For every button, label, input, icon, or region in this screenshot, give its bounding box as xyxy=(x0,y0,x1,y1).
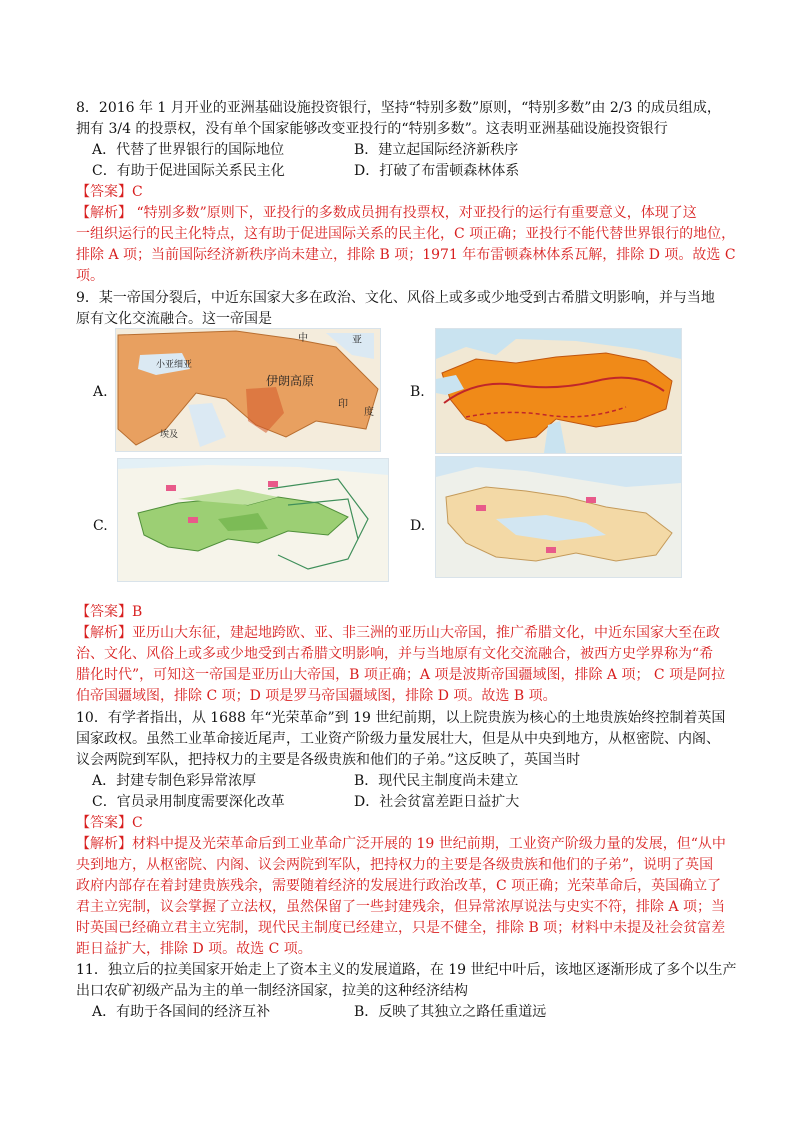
q10-stem-line1: 10．有学者指出，从 1688 年“光荣革命”到 19 世纪前期，以上院贵族为核心的土地贵族始终控制着英国 xyxy=(76,710,726,726)
q10-analysis-line4: 君主立宪制，议会掌握了立法权，虽然保留了一些封建残余，但异常浓厚说法与史实不符，排除 A 项；当 xyxy=(76,899,726,915)
map-a-text-iran: 伊朗高原 xyxy=(266,374,315,388)
map-a-text-center: 中 xyxy=(298,333,308,344)
map-d-label: D. xyxy=(410,518,426,534)
q9-answer: 【答案】B xyxy=(76,604,143,620)
q8-option-b: B．建立起国际经济新秩序 xyxy=(354,142,519,158)
q11-stem-line2: 出口农矿初级产品为主的单一制经济国家，拉美的这种经济结构 xyxy=(76,983,468,999)
q9-analysis-line4: 伯帝国疆域图，排除 C 项；D 项是罗马帝国疆域图，排除 D 项。故选 B 项。 xyxy=(76,688,557,704)
q10-analysis-line3: 政府内部存在着封建贵族残余，需要随着经济的发展进行政治改革，C 项正确；光荣革命后，英国确立了 xyxy=(76,878,722,894)
q9-analysis-line1: 【解析】亚历山大东征，建起地跨欧、亚、非三洲的亚历山大帝国，推广希腊文化，中近东国家大至在政 xyxy=(76,625,720,641)
q11-option-a: A．有助于各国间的经济互补 xyxy=(92,1004,271,1020)
q10-stem-line2: 国家政权。虽然工业革命接近尾声，工业资产阶级力量发展壮大，但是从中央到地方，从枢密院、内阁、 xyxy=(76,731,720,747)
map-a-label: A. xyxy=(93,384,108,400)
map-a-text-india1: 印 xyxy=(338,399,348,410)
q10-analysis-line5: 时英国已经确立君主立宪制，现代民主制度已经建立，只是不健全，排除 B 项；材料中未提及社会贫富差 xyxy=(76,920,726,936)
q9-stem-line1: 9．某一帝国分裂后，中近东国家大多在政治、文化、风俗上或多或少地受到古希腊文明影响，并与当地 xyxy=(76,290,715,306)
map-d-roman-empire xyxy=(435,456,682,578)
map-a-persian-empire xyxy=(115,328,381,452)
q8-analysis-line1: 【解析】 “特别多数”原则下，亚投行的多数成员拥有投票权，对亚投行的运行有重要意义，体现了这 xyxy=(76,205,697,221)
q8-stem-line1: 8．2016 年 1 月开业的亚洲基础设施投资银行，坚持“特别多数”原则，“特别多数”由 2/3 的成员组成， xyxy=(76,100,721,116)
q10-option-d: D．社会贫富差距日益扩大 xyxy=(354,794,520,810)
map-a-text-asia: 亚 xyxy=(352,335,362,346)
q10-analysis-line6: 距日益扩大，排除 D 项。故选 C 项。 xyxy=(76,941,312,957)
q9-stem-line2: 原有文化交流融合。这一帝国是 xyxy=(76,311,272,327)
q10-analysis-line2: 央到地方，从枢密院、内阁、议会两院到军队，把持权力的主要是各级贵族和他们的子弟”，说明了英国 xyxy=(76,857,714,873)
map-a-text-egypt: 埃及 xyxy=(160,429,179,439)
q10-answer: 【答案】C xyxy=(76,815,143,831)
q10-stem-line3: 议会两院到军队，把持权力的主要是各级贵族和他们的子弟。”这反映了，英国当时 xyxy=(76,752,581,768)
q8-option-c: C．有助于促进国际关系民主化 xyxy=(92,163,285,179)
q10-option-a: A．封建专制色彩异常浓厚 xyxy=(92,773,257,789)
map-c-arab-empire xyxy=(117,458,389,582)
q10-analysis-line1: 【解析】材料中提及光荣革命后到工业革命广泛开展的 19 世纪前期，工业资产阶级力量的发展，但“从中 xyxy=(76,836,726,852)
map-a-text-india2: 度 xyxy=(364,407,374,418)
q11-option-b: B．反映了其独立之路任重道远 xyxy=(354,1004,547,1020)
map-b-label: B. xyxy=(410,384,425,400)
q10-option-c: C．官员录用制度需要深化改革 xyxy=(92,794,285,810)
q8-analysis-line3: 排除 A 项；当前国际经济新秩序尚未建立，排除 B 项；1971 年布雷顿森林体系瓦解，排除 D 项。故选 C xyxy=(76,247,736,263)
q8-stem-line2: 拥有 3/4 的投票权，没有单个国家能够改变亚投行的“特别多数”。这表明亚洲基础设施投资银行 xyxy=(76,121,668,137)
map-c-label: C. xyxy=(93,518,108,534)
q8-option-a: A．代替了世界银行的国际地位 xyxy=(92,142,285,158)
q9-analysis-line3: 腊化时代”，可知这一帝国是亚历山大帝国，B 项正确；A 项是波斯帝国疆域图，排除 A 项； C 项是阿拉 xyxy=(76,667,726,683)
q9-analysis-line2: 治、文化、风俗上或多或少地受到古希腊文明影响，并与当地原有文化交流融合，被西方史学界称为“希 xyxy=(76,646,714,662)
map-a-text-asia-minor: 小亚细亚 xyxy=(156,359,193,369)
q8-option-d: D．打破了布雷顿森林体系 xyxy=(354,163,520,179)
map-b-alexander-empire xyxy=(435,328,682,454)
q10-option-b: B．现代民主制度尚未建立 xyxy=(354,773,519,789)
q8-analysis-line4: 项。 xyxy=(76,268,104,284)
q11-stem-line1: 11．独立后的拉美国家开始走上了资本主义的发展道路，在 19 世纪中叶后，该地区逐渐形成了多个以生产 xyxy=(76,962,737,978)
q8-answer: 【答案】C xyxy=(76,184,143,200)
q8-analysis-line2: 一组织运行的民主化特点，这有助于促进国际关系的民主化，C 项正确；亚投行不能代替世界银行的地位， xyxy=(76,226,736,242)
